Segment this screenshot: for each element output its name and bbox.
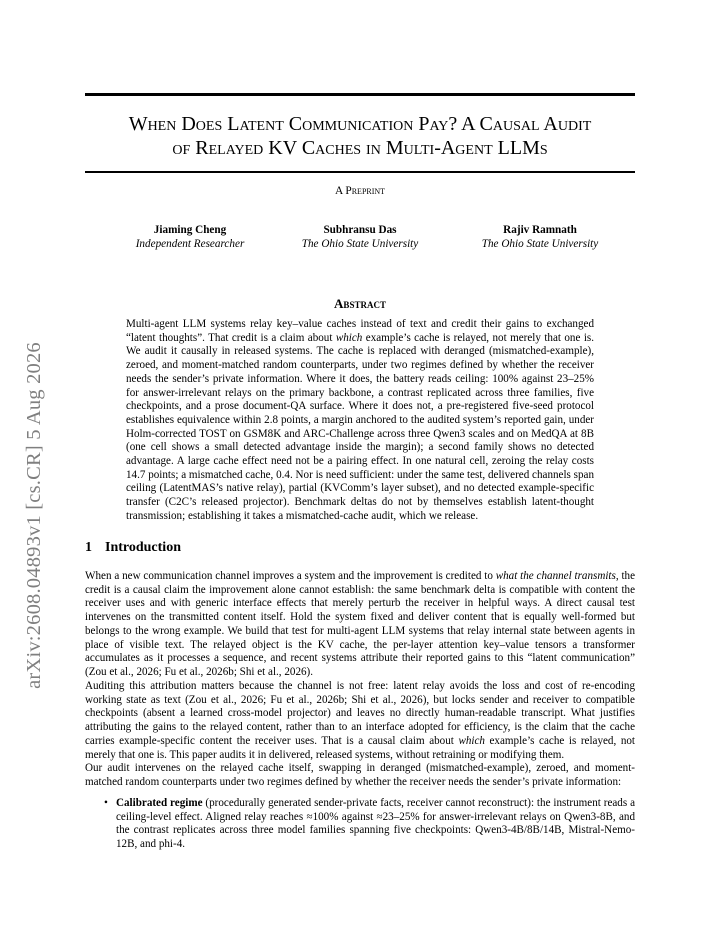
- author-block: [85, 223, 635, 253]
- author-name: Jiaming Cheng: [153, 224, 227, 236]
- arxiv-id-text: arXiv:2608.04893v1 [cs.CR] 5 Aug 2026: [22, 341, 45, 689]
- list-item-calibrated-regime: [104, 797, 635, 852]
- paper-title: [85, 112, 635, 160]
- intro-paragraph-1: [85, 570, 635, 680]
- author-1: [115, 223, 265, 251]
- intro-p2-emphasis: which: [458, 734, 485, 747]
- paper-title-line-2: of Relayed KV Caches in Multi-Agent LLMs: [172, 137, 548, 159]
- intro-paragraph-3: Our audit intervenes on the relayed cache itself, swapping in deranged (mismatched-example), zeroed, and moment-matched random counterparts under two regimes defined by whether the receiver needs the sender’s private information:: [85, 762, 635, 788]
- abstract-text-1: Multi-agent LLM systems relay key–value caches instead of text and credit their gains to exchanged “latent thoughts”. That credit is a claim about: [126, 318, 594, 344]
- author-affiliation: The Ohio State University: [481, 238, 599, 250]
- bullet-lead: Calibrated regime: [116, 797, 203, 809]
- author-name: Subhransu Das: [323, 224, 397, 236]
- preprint-label: A Preprint: [334, 185, 386, 197]
- intro-p2-text-a: Auditing this attribution matters because the channel is not free: latent relay avoids the loss and cost of re-encoding working state as text (Zou et al., 2026; Fu et al., 2026b; Shi et al., 2026), but locks sender and receiver to compatible checkpoints (absent a learned cross-model projector) and leaves no directly human-readable transcript. What justifies attributing the gains to the relayed content, rather than to an interface adopted for efficiency, is the claim that the cache carries example-specific content the receiver uses. That is a causal claim about: [85, 680, 635, 747]
- author-name: Rajiv Ramnath: [503, 224, 577, 236]
- author-3: [460, 223, 620, 251]
- author-affiliation: The Ohio State University: [301, 238, 419, 250]
- abstract-body: [126, 318, 594, 524]
- bullet-text: (procedurally generated sender-private facts, receiver cannot reconstruct): the instrument reads a ceiling-level effect. Aligned relay reaches ≈100% against ≈23–25% for answer-irrelevant relays on Qwen3-8B, and the contrast replicates across three model families spanning five checkpoints: Qwen3-4B/8B/14B, Mistral-Nemo-12B, and phi-4.: [116, 797, 635, 851]
- section-heading-introduction: [85, 540, 181, 556]
- author-affiliation: Independent Researcher: [135, 238, 245, 250]
- abstract-text-2: example’s cache is relayed, not merely that one is. We audit it causally in released systems. The cache is replaced with deranged (mismatched-example), zeroed, and moment-matched random counterparts, under two regimes defined by whether the receiver needs the sender’s private information. Where it does, the battery reads ceiling: 100% against 23–25% for answer-irrelevant relays on the primary backbone, a contrast replicated across three families, five checkpoints, and a prose document-QA surface. Where it does not, a pre-registered five-seed protocol establishes equivalence within 2.8 points, a margin anchored to the audited system’s reported gain, under Holm-corrected TOST on GSM8K and ARC-Challenge across three Qwen3 scales and on MedQA at 8B (one cell shows a small detected advantage inside the margin); a second family shows no detected advantage. A large cache effect need not be a pairing effect. In one natural cell, zeroing the relay costs 14.7 points; a mismatched cache, 0.4. Nor is need sufficient: under the same test, delivered channels span ceiling (LatentMAS’s native relay), partial (KVComm’s layer subset), and no detected example-specific transfer (C2C’s released projector). Benchmark deltas do not by themselves establish latent-thought transmission; establishing it takes a mismatched-cache audit, which we release.: [126, 331, 594, 522]
- section-title: Introduction: [105, 540, 181, 555]
- bullet-marker: •: [104, 797, 108, 809]
- arxiv-identifier-stamp: [20, 340, 48, 690]
- intro-p2-text-b: example’s cache is relayed, not merely that one is. This paper audits it in delivered, released systems, without retraining or modifying them.: [85, 734, 635, 761]
- intro-paragraph-2: [85, 680, 635, 762]
- paper-title-line-1: When Does Latent Communication Pay? A Causal Audit: [128, 113, 592, 135]
- intro-p1-text-b: , the credit is a causal claim the improvement alone cannot establish: the same benchmark delta is compatible with content the receiver uses and with generic interface effects that merely perturb the receiver in helpful ways. A direct causal test intervenes on the transmitted content itself. Hold the system fixed and deliver content that is equally well-formed but belongs to the wrong example. We build that test for multi-agent LLM systems that relay internal state between agents in place of visible text. The relayed object is the KV cache, the per-layer attention key–value tensors a transformer accumulates as it processes a sequence, and recent systems attribute their reported gains to this “latent communication” (Zou et al., 2026; Fu et al., 2026b; Shi et al., 2026).: [85, 570, 635, 678]
- title-top-rule: [85, 93, 635, 96]
- abstract-heading: Abstract: [334, 296, 386, 311]
- author-2: [280, 223, 440, 251]
- title-bottom-rule: [85, 171, 635, 173]
- intro-p1-text-a: When a new communication channel improves a system and the improvement is credited to: [85, 570, 496, 582]
- intro-p1-emphasis: what the channel transmits: [495, 570, 616, 582]
- abstract-emphasis: which: [335, 331, 363, 344]
- section-number: 1: [85, 540, 92, 555]
